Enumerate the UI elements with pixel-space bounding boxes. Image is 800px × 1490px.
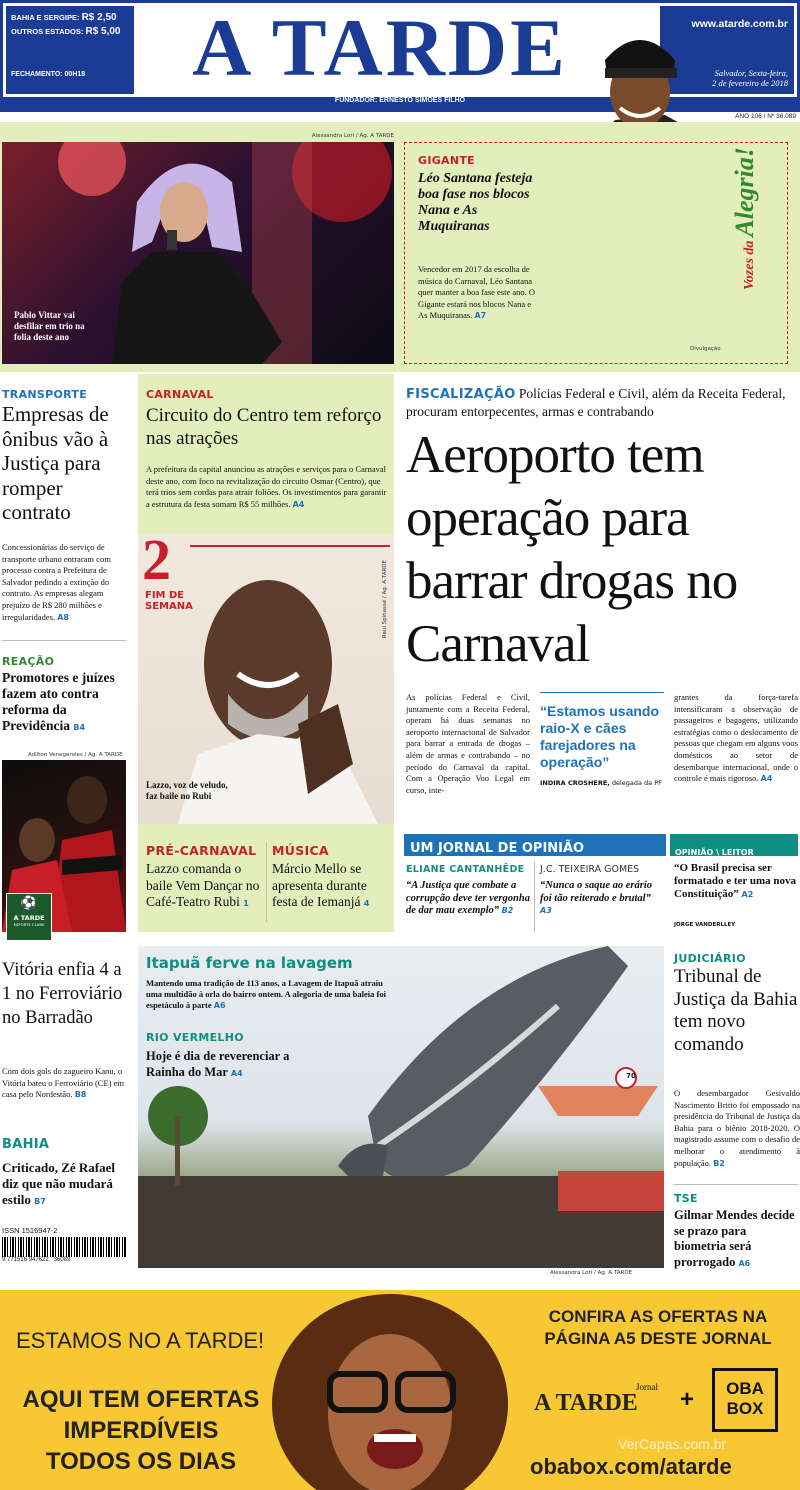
ad-right-1: CONFIRA AS OFERTAS NA bbox=[548, 1307, 768, 1326]
fds-label-1: FIM DE bbox=[145, 590, 185, 601]
lead-quote: “Estamos usando raio-X e cães farejadores na operação” bbox=[540, 703, 660, 770]
ad-line-2: AQUI TEM OFERTAS bbox=[22, 1386, 260, 1413]
rio-vermelho-headline-text: Hoje é dia de reverenciar a Rainha do Mar bbox=[146, 1049, 290, 1079]
rio-vermelho-ref: A4 bbox=[230, 1069, 243, 1078]
lead-headline: Aeroporto tem operação para barrar drogas no Carnaval bbox=[406, 426, 738, 673]
carnaval-body bbox=[146, 464, 388, 510]
tse-headline bbox=[674, 1208, 800, 1271]
quote-3-ref: A2 bbox=[741, 890, 754, 899]
speed-sign: 70 bbox=[626, 1072, 636, 1080]
leitor-banner bbox=[670, 834, 798, 856]
closing-time: FECHAMENTO: 00H18 bbox=[11, 71, 86, 78]
itapua-headline: Itapuã ferve na lavagem bbox=[146, 954, 353, 972]
leo-body-text: Vencedor em 2017 da escolha de música do Carnaval, Léo Santana quer manter a boa fase este ano. O Gigante estará nos blocos Nana e As Muquiranas. bbox=[418, 264, 536, 321]
quote-2-ref: A3 bbox=[540, 906, 552, 915]
tse-kicker: TSE bbox=[674, 1192, 698, 1205]
website-url[interactable]: www.atarde.com.br bbox=[691, 18, 788, 30]
carnaval-headline: Circuito do Centro tem reforço nas atrações bbox=[146, 405, 382, 449]
divider bbox=[2, 640, 126, 641]
reacao-ref: B4 bbox=[73, 723, 86, 732]
ad-plus: + bbox=[680, 1386, 695, 1413]
judiciario-body bbox=[674, 1088, 800, 1169]
esporte-clube-badge bbox=[6, 893, 52, 941]
leo-body bbox=[418, 264, 536, 322]
lead-col-3-text: grantes da força-tarefa intensificaram a observação de passageiros e bagagens, utilizando estratégias como o deslocamento de pessoas que chegam em alguns voos domésticos ao setor de desembarque internacional, onde o controle é mais rigoroso. bbox=[674, 692, 798, 784]
judiciario-headline: Tribunal de Justiça da Bahia tem novo comando bbox=[674, 966, 798, 1055]
opiniao-quote-2 bbox=[540, 880, 664, 918]
ad-model-photo bbox=[270, 1294, 510, 1490]
vitoria-body-text: Com dois gols do zagueiro Kanu, o Vitória bateu o Ferroviário (CE) em casa pelo Nordestão. bbox=[2, 1066, 124, 1100]
carnaval-kicker: CARNAVAL bbox=[146, 388, 214, 401]
itapua-credit: Alessandra Lori / Ag. A TARDE bbox=[550, 1270, 633, 1276]
lazzo-caption: Lazzo, voz de veludo, faz baile no Rubi bbox=[146, 780, 228, 801]
itapua-ref: A6 bbox=[213, 1001, 226, 1010]
ad-right-2: PÁGINA A5 DESTE JORNAL bbox=[544, 1329, 772, 1348]
quote-1-text: “A Justiça que combate a corrupção deve ter vergonha de dar mau exemplo” bbox=[406, 880, 530, 916]
reacao-headline-text: Promotores e juízes fazem ato contra reforma da Previdência bbox=[2, 670, 115, 733]
pre-carnaval-headline-text: Lazzo comanda o baile Vem Dançar no Café-Teatro Rubi bbox=[146, 861, 260, 909]
reacao-kicker: REAÇÃO bbox=[2, 655, 55, 668]
musica-kicker: MÚSICA bbox=[272, 843, 329, 858]
badge-line-2: ESPORTE CLUBE bbox=[13, 922, 45, 927]
top-left-credit: Alessandra Lori / Ag. A TARDE bbox=[311, 133, 394, 139]
transporte-ref: A8 bbox=[57, 612, 69, 622]
soccer-ball-icon: ⚽ bbox=[20, 896, 38, 911]
musica-ref: 4 bbox=[363, 899, 370, 908]
musica-headline bbox=[272, 861, 388, 913]
transporte-headline: Empresas de ônibus vão à Justiça para romper contrato bbox=[2, 402, 109, 524]
ad-right-text bbox=[520, 1306, 796, 1350]
ad-url[interactable]: obabox.com/atarde bbox=[530, 1454, 732, 1479]
opiniao-banner-text: UM JORNAL DE OPINIÃO bbox=[410, 841, 585, 856]
quote-author: INDIRA CROSHERE, bbox=[540, 779, 610, 787]
tse-ref: A6 bbox=[738, 1258, 751, 1268]
vitoria-body bbox=[2, 1066, 128, 1101]
lead-deck-text: Polícias Federal e Civil, além da Receita Federal, procuram entorpecentes, armas e contrabando bbox=[406, 386, 786, 419]
leo-credit: Divulgação bbox=[690, 346, 721, 352]
badge-line-1: A TARDE bbox=[13, 914, 45, 922]
transporte-body-text: Concessionárias do serviço de transporte urbano entraram com processo contra a Prefeitura de Salvador pedindo a extinção do contrato. As empresas alegam prejuízo de R$ 280 milhões e irregularidades. bbox=[2, 542, 111, 622]
judiciario-ref: B2 bbox=[713, 1158, 725, 1168]
author-1: ELIANE CANTANHÊDE bbox=[406, 864, 525, 875]
ad-line-4: TODOS OS DIAS bbox=[45, 1448, 237, 1475]
reacao-credit: Adilton Venegeroles / Ag. A TARDE bbox=[28, 752, 123, 758]
judiciario-body-text: O desembargador Gesivaldo Nascimento Britto foi empossado na presidência do Tribunal de Justiça da Bahia para o biênio 2018-2020. O magistrado assume com o desafio de melhorar o atendimento à população. bbox=[674, 1088, 800, 1168]
lead-ref: A4 bbox=[760, 774, 773, 784]
price-1-label: BAHIA E SERGIPE: bbox=[11, 13, 80, 22]
barcode-number: 9 771516 947622 36089 bbox=[2, 1257, 71, 1263]
obabox-line-2: BOX bbox=[726, 1399, 764, 1418]
rio-vermelho-kicker: RIO VERMELHO bbox=[146, 1031, 244, 1044]
itapua-body-text: Mantendo uma tradição de 113 anos, a Lavagem de Itapuã atraiu uma multidão à orla do bairro ontem. A alegoria de uma baleia foi espetáculo à parte bbox=[146, 978, 386, 1010]
divider bbox=[534, 862, 535, 932]
divider bbox=[266, 842, 267, 922]
lead-col-3 bbox=[674, 692, 798, 785]
issn-label: ISSN 1516947-2 bbox=[2, 1226, 58, 1235]
lead-deck bbox=[406, 386, 792, 420]
carnaval-body-text: A prefeitura da capital anunciou as atrações e serviços para o Carnaval deste ano, com foco na revitalização do circuito Osmar (Centro), que terá trios sem cordas para atrair foliões. Os investimentos para garantir a estrutura da festa somam R$ 55 milhões. bbox=[146, 464, 387, 509]
leo-ref: A7 bbox=[474, 311, 487, 321]
opiniao-banner bbox=[404, 834, 666, 856]
transporte-body bbox=[2, 542, 128, 623]
bahia-headline bbox=[2, 1160, 130, 1210]
ad-line-1: ESTAMOS NO A TARDE! bbox=[16, 1328, 265, 1353]
fiscalizacao-kicker: FISCALIZAÇÃO bbox=[406, 387, 516, 402]
lazzo-credit: Raul Spinassé / Ag. A TARDE bbox=[382, 560, 388, 639]
founder: FUNDADOR: ERNESTO SIMÕES FILHO bbox=[334, 97, 466, 104]
pre-carnaval-ref: 1 bbox=[243, 899, 249, 908]
quote-2-text: “Nunca o saque ao erário foi tão reiterado e brutal” bbox=[540, 880, 653, 904]
reacao-headline bbox=[2, 670, 130, 736]
masthead-title: A TARDE bbox=[192, 2, 568, 93]
price-box bbox=[6, 6, 134, 94]
pre-carnaval-headline bbox=[146, 861, 262, 913]
barcode-bars bbox=[2, 1237, 126, 1257]
vozes-stamp bbox=[722, 147, 782, 290]
gigante-kicker: GIGANTE bbox=[418, 154, 475, 167]
obabox-line-1: OBA bbox=[726, 1379, 764, 1398]
obabox-logo bbox=[712, 1368, 778, 1432]
opiniao-quote-1 bbox=[406, 880, 530, 918]
price-2-value: R$ 5,00 bbox=[85, 26, 121, 37]
tse-headline-text: Gilmar Mendes decide se prazo para biometria será prorrogado bbox=[674, 1208, 795, 1269]
bahia-kicker: BAHIA bbox=[2, 1137, 50, 1152]
stamp-line-1: Vozes da bbox=[742, 240, 757, 290]
price-1-value: R$ 2,50 bbox=[81, 12, 117, 23]
ad-line-3: IMPERDÍVEIS bbox=[63, 1417, 219, 1444]
quote-1-ref: B2 bbox=[501, 906, 514, 915]
pablo-caption: Pablo Vittar vai desfilar em trio na folia deste ano bbox=[14, 310, 85, 342]
edition-number: ANO 106 / Nº 36.089 bbox=[735, 113, 796, 120]
ad-brand-small: Jornal bbox=[636, 1382, 658, 1392]
lead-col-1: As polícias Federal e Civil, juntamente com a Receita Federal, operam há duas semanas no aeroporto internacional de Salvador para barrar a entrada de drogas – além de armas e contrabando – no período do Carnaval da capital. Com a Operação Voo Legal em curso, inte- bbox=[406, 692, 530, 795]
author-2: J.C. TEIXEIRA GOMES bbox=[540, 864, 640, 875]
edition-date: 2 de fevereiro de 2018 bbox=[712, 78, 788, 88]
author-3: JORGE VANDERLLEY bbox=[674, 922, 736, 928]
transporte-kicker: TRANSPORTE bbox=[2, 388, 88, 401]
ad-banner[interactable] bbox=[0, 1290, 800, 1490]
price-2-label: OUTROS ESTADOS: bbox=[11, 27, 84, 36]
vitoria-ref: B8 bbox=[74, 1090, 87, 1100]
musica-headline-text: Márcio Mello se apresenta durante festa de Iemanjá bbox=[272, 861, 367, 909]
fds-label bbox=[145, 590, 193, 612]
opiniao-quote-3 bbox=[674, 862, 798, 901]
lead-quote-box bbox=[540, 692, 664, 787]
ad-watermark: VerCapas.com.br bbox=[618, 1436, 727, 1452]
carnaval-ref: A4 bbox=[292, 499, 305, 509]
quote-3-text: “O Brasil precisa ser formatado e ter uma nova Constituição” bbox=[674, 862, 796, 900]
quote-role: delegada da PF bbox=[611, 779, 662, 787]
barcode bbox=[2, 1226, 126, 1270]
ad-brand: A TARDE bbox=[534, 1390, 638, 1416]
fds-label-2: SEMANA bbox=[145, 601, 193, 612]
itapua-body bbox=[146, 978, 398, 1011]
bahia-headline-text: Criticado, Zé Rafael diz que não mudará estilo bbox=[2, 1160, 116, 1207]
pre-carnaval-kicker: PRÉ-CARNAVAL bbox=[146, 843, 257, 858]
rio-vermelho-headline bbox=[146, 1048, 326, 1082]
vitoria-headline: Vitória enfia 4 a 1 no Ferroviário no Barradão bbox=[2, 960, 123, 1028]
ad-offers bbox=[16, 1384, 266, 1477]
city-date: Salvador, Sexta-feira, bbox=[714, 68, 788, 78]
divider bbox=[674, 1184, 798, 1185]
fds-number: 2 bbox=[142, 527, 171, 592]
fds-rule bbox=[190, 545, 390, 547]
bahia-ref: B7 bbox=[34, 1197, 46, 1206]
leitor-label: OPINIÃO \ LEITOR bbox=[675, 848, 754, 857]
judiciario-kicker: JUDICIÁRIO bbox=[674, 952, 746, 965]
stamp-line-2: Alegria! bbox=[730, 147, 759, 237]
leo-headline: Léo Santana festeja boa fase nos blocos Nana e As Muquiranas bbox=[418, 171, 533, 234]
